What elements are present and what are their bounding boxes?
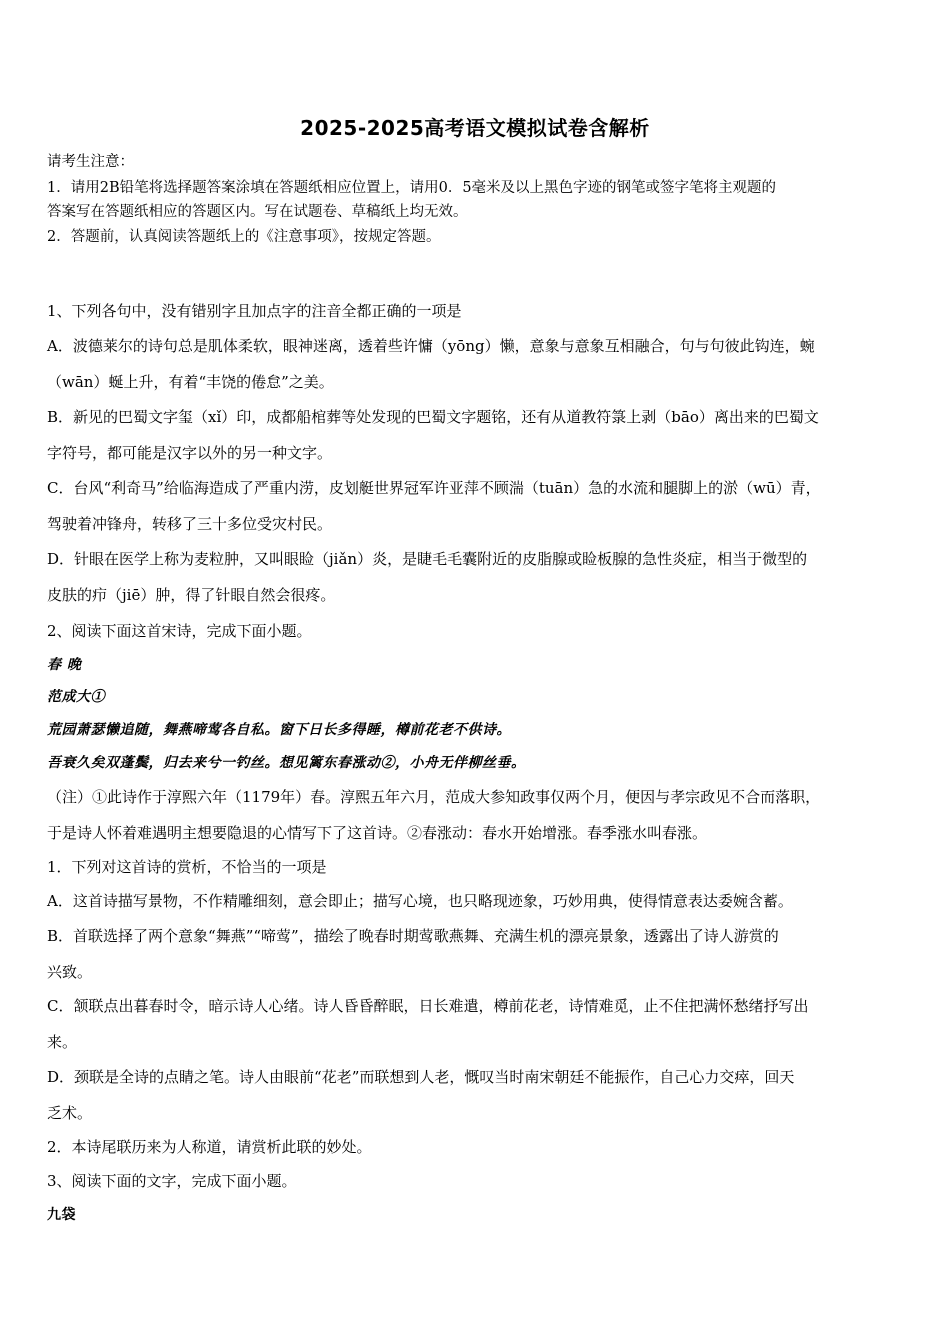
q3-passage-title: 九袋	[47, 1207, 76, 1223]
q1-option-a-line1: A．波德莱尔的诗句总是肌体柔软，眼神迷离，透着些许慵（yōng）懒，意象与意象互相融合，句与句彼此钩连，蜿	[47, 337, 815, 355]
q1-stem: 1、下列各句中，没有错别字且加点字的注音全都正确的一项是	[47, 302, 462, 320]
q1-option-c-line2: 驾驶着冲锋舟，转移了三十多位受灾村民。	[47, 515, 333, 533]
notice-line-1a: 1．请用2B铅笔将选择题答案涂填在答题纸相应位置上，请用0．5毫米及以上黑色字迹的钢笔或签字笔将主观题的	[47, 180, 777, 196]
q2-option-c-line1: C．颔联点出暮春时令，暗示诗人心绪。诗人昏昏醉眠，日长难遣，樽前花老，诗情难觅，止不住把满怀愁绪抒写出	[47, 997, 809, 1015]
q1-option-b-line1: B．新见的巴蜀文字玺（xǐ）印，成都船棺葬等处发现的巴蜀文字题铭，还有从道教符箓上剥（bāo）离出来的巴蜀文	[47, 408, 819, 426]
q1-option-c-line1: C．台风“利奇马”给临海造成了严重内涝，皮划艇世界冠军许亚萍不顾湍（tuān）急的水流和腿脚上的淤（wū）青，	[47, 479, 821, 497]
q1-option-d-line1: D．针眼在医学上称为麦粒肿，又叫眼睑（jiǎn）炎，是睫毛毛囊附近的皮脂腺或睑板腺的急性炎症，相当于微型的	[47, 550, 808, 568]
q2-option-c-line2: 来。	[47, 1033, 78, 1051]
q1-option-d-line2: 皮肤的疖（jiē）肿，得了针眼自然会很疼。	[47, 586, 336, 604]
notice-line-1b: 答案写在答题纸相应的答题区内。写在试题卷、草稿纸上均无效。	[47, 204, 468, 220]
q2-sub2-stem: 2．本诗尾联历来为人称道，请赏析此联的妙处。	[47, 1138, 372, 1156]
q2-option-a: A．这首诗描写景物，不作精雕细刻，意会即止；描写心境，也只略现迹象，巧妙用典，使得情意表达委婉含蓄。	[47, 892, 793, 910]
q2-option-b-line1: B．首联选择了两个意象“舞燕”“啼莺”，描绘了晚春时期莺歌燕舞、充满生机的漂亮景象，透露出了诗人游赏的	[47, 927, 779, 945]
q1-option-b-line2: 字符号，都可能是汉字以外的另一种文字。	[47, 444, 333, 462]
q2-sub1-stem: 1．下列对这首诗的赏析，不恰当的一项是	[47, 858, 327, 876]
notice-line-2: 2．答题前，认真阅读答题纸上的《注意事项》，按规定答题。	[47, 229, 441, 245]
q2-option-d-line1: D．颈联是全诗的点睛之笔。诗人由眼前“花老”而联想到人老，慨叹当时南宋朝廷不能振作，自己心力交瘁，回天	[47, 1068, 795, 1086]
q3-stem: 3、阅读下面的文字，完成下面小题。	[47, 1172, 297, 1190]
poem-title: 春 晚	[47, 657, 82, 673]
poem-verse-2: 吾衰久矣双蓬鬓，归去来兮一钓丝。想见篱东春涨动②，小舟无伴柳丝垂。	[47, 755, 526, 771]
page-title: 2025-2025高考语文模拟试卷含解析	[300, 116, 650, 140]
notice-heading: 请考生注意：	[47, 154, 134, 170]
q2-stem: 2、阅读下面这首宋诗，完成下面小题。	[47, 622, 312, 640]
q2-option-d-line2: 乏术。	[47, 1104, 93, 1122]
poem-verse-1: 荒园萧瑟懒追随，舞燕啼莺各自私。窗下日长多得睡，樽前花老不供诗。	[47, 722, 511, 738]
poem-author: 范成大①	[47, 689, 105, 705]
q2-option-b-line2: 兴致。	[47, 963, 93, 981]
poem-note-line1: （注）①此诗作于淳熙六年（1179年）春。淳熙五年六月，范成大参知政事仅两个月，便因与孝宗政见不合而落职，	[47, 788, 821, 806]
poem-note-line2: 于是诗人怀着难遇明主想要隐退的心情写下了这首诗。②春涨动：春水开始增涨。春季涨水叫春涨。	[47, 824, 708, 842]
q1-option-a-line2: （wān）蜒上升，有着“丰饶的倦怠”之美。	[47, 373, 334, 391]
